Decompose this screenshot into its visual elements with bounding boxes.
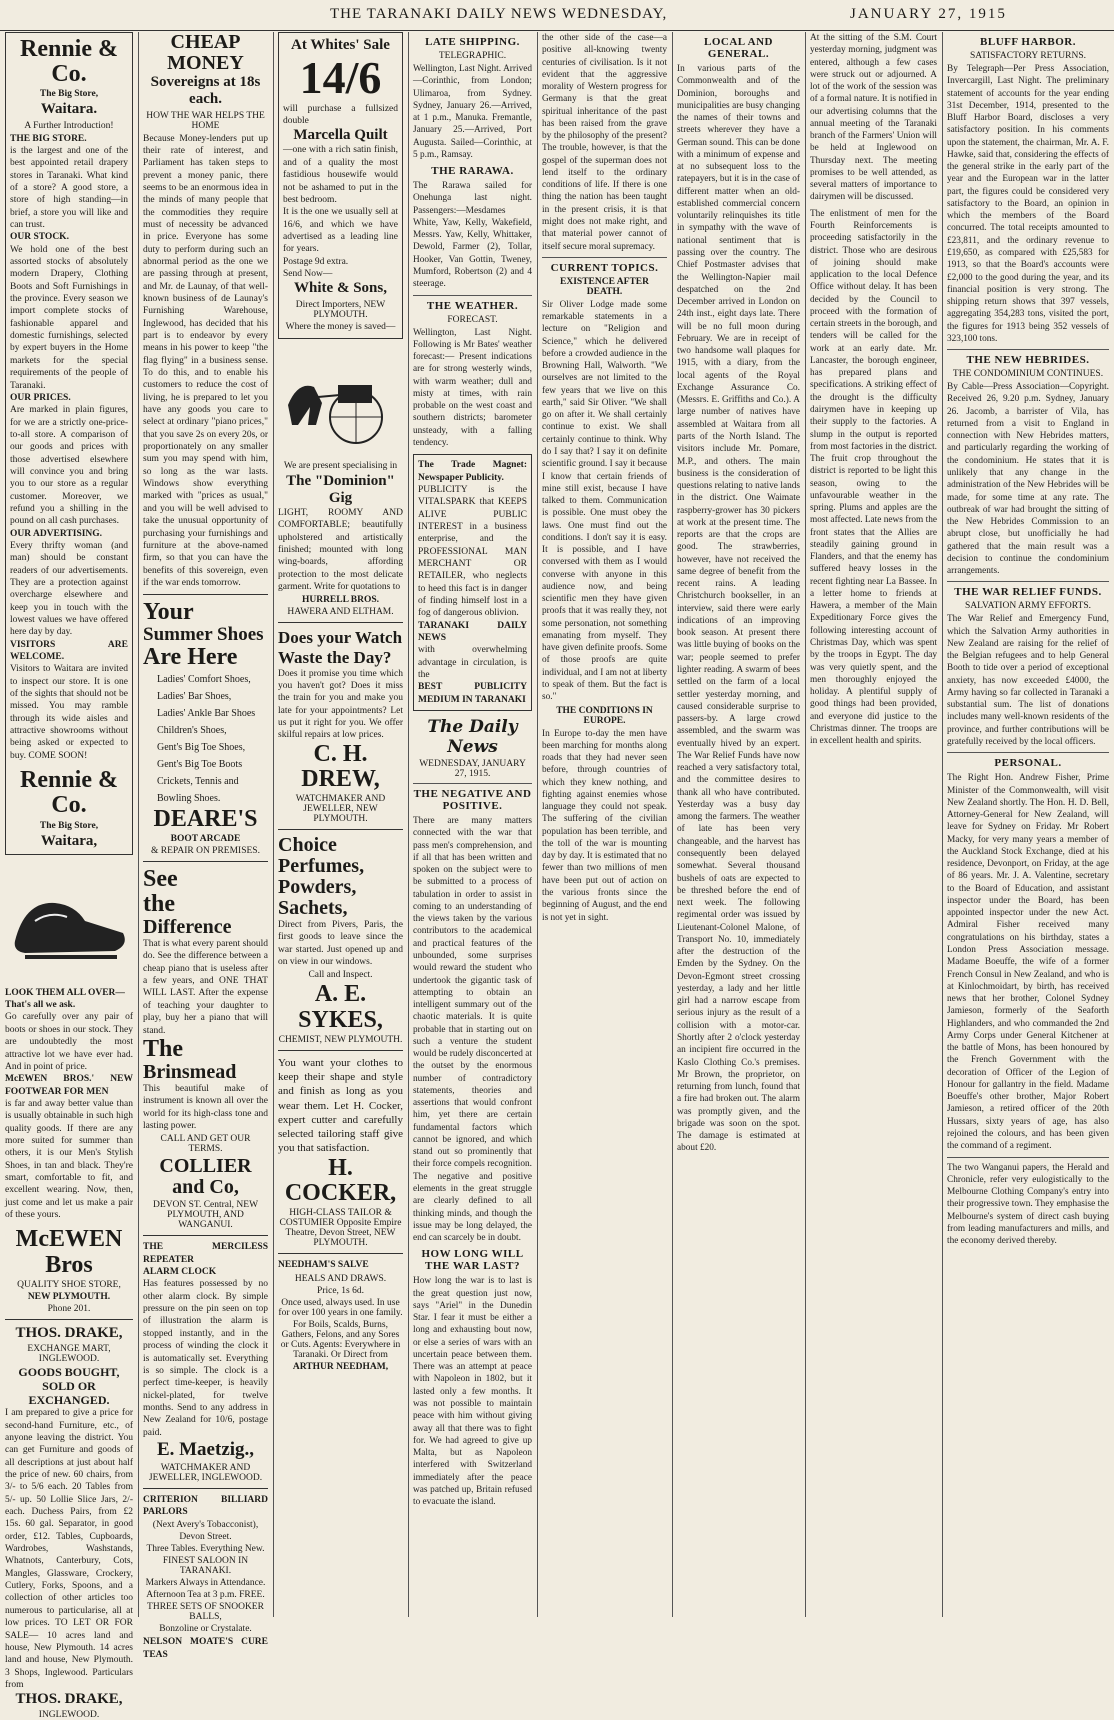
section-text: Are marked in plain figures, for we are a strictly one-price-to-all store. A comparison of our goods and prices with those advertised elsewhere will convince you and bring you to our store as a regular customer. Moreover, we refund you a shilling in the pound on all cash purchases. xyxy=(10,405,128,527)
whites-ad xyxy=(278,32,403,339)
ad-line: FINEST SALOON IN TARANAKI. xyxy=(162,1556,249,1577)
article-text: By Telegraph—Per Press Association, Invercargill, Last Night. The preliminary statement of accounts for the year ending 31st December, 1914, presented to the Bluff Harbor Board, discloses a very satisfactory position. In his comments upon the statement, the chairman, Mr. A. F. Hawke, said that, considering the effects of the general strike in the early part of the year and the European war in the latter part, the figures could be considered very satisfactory to the Board, an opinion in which the members of the Board concurred. The total receipts amounted to £23,811, and the ordinary revenue to £19,650, as compared with £25,583 for 1913, so that the Board's accounts were £2,000 to the good during the year, and its financial position is very strong. The shipping return shows that 397 vessels, aggregating 354,283 tons, visited the port, the figures for 1913 being 352 vessels of 323,100 tons. xyxy=(947,64,1109,344)
column-7 xyxy=(805,32,942,1617)
article-text: At the sitting of the S.M. Court yesterday morning, judgment was entered, although a few cases were struck out or adjourned. A lot of the work of the session was of a formal nature. It is notified in our advertising columns that the annual meeting of the Taranaki branch of the Farmers' Union will be held at Inglewood on Thursday next. The meeting promises to be well attended, as several matters of importance to dairymen will be discussed. xyxy=(810,33,937,203)
advertiser-sub: BOOT ARCADE xyxy=(170,833,241,844)
article-text: In Europe to-day the men have been marching for months along roads that they had never seen before, through countries of which they knew nothing, and fighting against enemies whose language they could not speak. The suffering of the civilian population has been terrible, and the toll of the war is mounting day by day. It is estimated that no fewer than two millions of men have been put out of action on the various fronts since the beginning of August, and the end is not yet in sight. xyxy=(542,728,667,923)
ad-headline: Does your Watch Waste the Day? xyxy=(278,628,403,667)
list-item: Ladies' Comfort Shoes, xyxy=(157,673,251,685)
column-5 xyxy=(537,32,672,1617)
ad-line: THREE SETS OF SNOOKER BALLS, xyxy=(147,1602,264,1623)
ad-headline: Summer Shoes xyxy=(143,624,264,646)
article-text: Sir Oliver Lodge made some remarkable statements in a lecture on "Religion and Science," which he delivered before a crowded audience in the Browning Hall, Walworth. "We ourselves are not limited to the few years that we live on this earth," said Sir Oliver. "We shall go on after it. We shall certainly continue to exist. We shall certainly continue to think. Why do I say that? I say it on definite scientific ground. I say it because I know that certain friends of mine still exist, because I have talked to them. Communication is possible. One must obey the laws. One must find out the conditions. I don't say it is easy. It is possible, and I have conversed with them as I would converse with anyone in this audience now, and being scientific men they have given proofs that it was really they, not some personation, not something emanating from myself. They have given definite proofs. Some of those proofs are quite individual, and I am not at liberty to speak of them. But the fact is so." xyxy=(542,299,667,703)
ad-text: Has features possessed by no other alarm clock. By simple pressure on the pin seen on top of illustration the alarm is stopped instantly, and in the process of winding the clock it is automatically set. Everything is so simple. The clock is a perfect time-keeper, is heavily nickel-plated, for twelve months. Send to any address in New Zealand for 10/6, postage paid. xyxy=(143,1279,268,1438)
ad-headline: The "Dominion" Gig xyxy=(286,472,395,506)
article-subheading: SALVATION ARMY EFFORTS. xyxy=(964,601,1092,612)
article-text: The Right Hon. Andrew Fisher, Prime Minister of the Commonwealth, will visit New Zealand shortly. The Hon. H. D. Bell, Attorney-General for New Zealand, will leave for Sydney on Friday. Mr Robert Macky, for very many years a member of the Auckland Stock Exchange, died at his residence, Devonport, on Friday, at the age of 86 years. Mr. J. A. Valentine, secretary to the Board of Education, and assistant inspector under the Board, has been appointed inspector under the new Act. Admiral Fisher received many congratulations on his birthday, states a London Press Association message. Madame Boeuffe, the wife of a former French Consul in New Zealand, and who is at Kinlochmoidart, by birth, has received news that her brother, Colonel Sydney Jamieson, formerly of the Seaforth Highlanders, and who commanded the 2nd Army Corps under General Kitchener at the battle of Mons, has been honoured by the French Government with the decoration of Officer of the Legion of Honour for gallantry in the field. Madame Boeuffe's other brother, Major Robert Jamieson, a retired officer of the 20th Hussars, sixty years of age, has also rejoined the colours, and has been given the command of a regiment. xyxy=(947,773,1109,1152)
list-item: Gent's Big Toe Boots xyxy=(157,758,243,770)
article-heading: THE RARAWA. xyxy=(431,165,514,178)
section-heading: VISITORS ARE WELCOME. xyxy=(10,639,128,663)
ad-line: Call and Inspect. xyxy=(308,970,373,981)
advertiser-sub: INGLEWOOD. xyxy=(38,1710,100,1720)
advertiser-sub: WATCHMAKER AND JEWELLER, NEW PLYMOUTH. xyxy=(295,793,386,824)
ad-headline: BEST PUBLICITY MEDIUM IN TARANAKI xyxy=(418,682,527,705)
ad-text: Does it promise you time which you haven't got? Does it miss the train for you and make you late for your appointments? Let us put it right for you. We offer skilful repairs at low prices. xyxy=(278,668,403,741)
article-heading: CURRENT TOPICS. xyxy=(550,261,659,274)
advertiser-town: NEW PLYMOUTH. xyxy=(27,1291,111,1302)
ad-headline: Choice Perfumes, Powders, Sachets, xyxy=(278,833,365,919)
advertiser-name: DEARE'S xyxy=(153,805,258,832)
ad-text: You want your clothes to keep their shape and style and finish as long as you wear them. Let H. Cocker, expert cutter and carefully selected tailoring staff give you that satisfaction. xyxy=(278,1056,403,1155)
article-text: There are many matters connected with the war that pass men's comprehension, and if all that has been written and spoken on the subject were to be submitted to a process of tabulation in order to assist in coming to an understanding of the views taken by the various contributors to the academical and practical features of the unbounded, some surprises would reward the student who undertook the gigantic task of attempting to obtain an intelligent summary out of the chaotic materials. It is quite probable that in starting out on such a venture the student would be rudely disconcerted at the outset by the enormous number of contradictory statements, theories and assertions that would confront him, yet there are certain fundamental factors which cannot be ignored, and which stand out so prominently that their force compels recognition. The negative and positive elements in the great struggle are clearly defined to all thinking minds, and though the issue may be long delayed, the end can scarcely be in doubt. xyxy=(413,816,532,1244)
article-heading: THE NEGATIVE AND POSITIVE. xyxy=(413,788,532,813)
section-text: Visitors to Waitara are invited to inspect our store. It is one of the sights that should not be missed. You may ramble through its wide aisles and attractive showrooms without being asked or expected to buy. COME SOON! xyxy=(10,664,128,761)
editorial-date: WEDNESDAY, JANUARY 27, 1915. xyxy=(419,759,526,780)
masthead xyxy=(0,0,1114,31)
column-2 xyxy=(138,31,273,1660)
section-heading: THE BIG STORE. xyxy=(10,133,87,144)
ad-line: (Next Avery's Tobacconist), xyxy=(152,1520,259,1531)
ad-headline: ALARM CLOCK xyxy=(143,1267,217,1278)
newspaper-logo: The Daily News xyxy=(427,717,518,758)
ad-line: Price, 1s 6d. xyxy=(317,1285,364,1296)
ad-headline: The xyxy=(143,1035,184,1062)
ad-headline: THE MERCILESS REPEATER xyxy=(143,1242,268,1265)
advertiser-name: C. H. DREW, xyxy=(301,740,380,792)
ad-text: It is the one we usually sell at 16/6, and which we have advertised as a leading line for years. xyxy=(283,207,398,255)
article-subheading: THE CONDOMINIUM CONTINUES. xyxy=(952,369,1104,380)
article-text: the other side of the case—a positive all-knowing twenty centuries of civilisation. Is it not evident that the aggressive morality of Western progress for Germany is that the great spiritual inheritance of the past has been raised from the grave by the philosophy of the present? The trouble, however, is that the gospel of the superman does not lend itself to the ordinary conditions of life. If there is one thing the nation has been taught in the present crisis, it is that might does not make right, and that material power cannot of itself secure moral supremacy. xyxy=(542,33,667,252)
section-heading: OUR ADVERTISING. xyxy=(10,528,103,539)
ad-subheadline: Sovereigns at 18s each. xyxy=(150,74,261,108)
ad-line: HEALS AND DRAWS. xyxy=(294,1273,387,1284)
ad-line: Devon Street. xyxy=(179,1532,232,1543)
article-subheading: TELEGRAPHIC. xyxy=(438,51,507,61)
ad-text: Postage 9d extra. xyxy=(283,256,349,267)
article-heading: THE WAR RELIEF FUNDS. xyxy=(954,586,1102,599)
advertiser-phone: Phone 201. xyxy=(47,1303,91,1314)
article-text: In various parts of the Commonwealth and of the Dominion, boroughs and municipalities are busy changing the names of their towns and streets wherever they have a German sound. This can be done with a minimum of expense and at no subsequent loss to the ratepayers, but it is in the case of different matter when an old-established commercial concern voluntarily relinquishes its title in sympathy with the wave of national sentiment that is passing over the country. The Chief Postmaster advises that the Wellington-Napier mail despatched on the 2nd December arrived in London on 24th inst., eight days late. There will be no full moon during February. We are in receipt of two handsome wall plaques for 1915, with a diary, from the local agents of the Royal Exchange Assurance Co. (Messrs. E. Griffiths and Co.). A large number of natives have assembled at Waitara from all parts of the North Island. The visitors include Mr. Pomare, M.P., and others. The main business is the consideration of questions relating to native lands in the district. One Waimate raspberry-grower has 30 pickers at work at the present time. The reports are that the crops are good. The strawberries, however, have not received the same degree of benefit from the recent rains. A leading Christchurch bookseller, in an interview, said there were early indications of an improving book season. At present there was little buying of books on the war; people seemed to prefer lighter reading. A swarm of bees settled on the farm of a local settler yesterday morning, and caused considerable surprise to passers-by. A large crowd assembled, and the swarm was eventually hived by an expert. The War Relief Funds have now reached a very satisfactory total, and the committee desires to thank all who have contributed. Yesterday was a busy day among the farmers. The weather of late has been very changeable, and the harvest has consequently been delayed somewhat. Several thousand bushels of oats are expected to be threshed before the end of next week. The following regimental order was issued by Lieutenant-Colonel Malone, of Transport No. 10, immediately after the destruction of the Emden by the Sydney. On the Devon-Egmont street crossing yesterday, a lady and her little girl had a narrow escape from serious injury as the result of a collision with a motor-car. Shortly after 2 o'clock yesterday an incipient fire occurred in the Kaslo Clothing Co.'s premises. Mr Brown, the proprietor, on returning from lunch, found that a fire had broken out. The alarm was promptly given, and the brigade was soon on the spot. The damage is estimated at about £20. xyxy=(677,64,800,1154)
article-subheading: FORECAST. xyxy=(447,314,498,325)
ad-text: Direct from Pivers, Paris, the first goods to leave since the war started. Just opened up and on view in our windows. xyxy=(278,919,403,967)
advertiser-sub: & REPAIR ON PREMISES. xyxy=(151,845,260,856)
ad-headline: Brinsmead xyxy=(143,1061,237,1084)
intro-line: A Further Introduction! xyxy=(24,120,114,131)
advertiser-name: Rennie & Co. xyxy=(20,767,118,819)
ad-headline: NEEDHAM'S SALVE xyxy=(278,1260,369,1271)
advertiser-sub: Direct Importers, NEW PLYMOUTH. xyxy=(295,299,386,320)
gig-illustration xyxy=(278,345,403,455)
article-heading: THE NEW HEBRIDES. xyxy=(966,354,1090,367)
article-subheading: SATISFACTORY RETURNS. xyxy=(970,51,1086,61)
ad-text: That is what every parent should do. See the difference between a cheap piano that is useless after a few years, and ONE THAT WILL LAST. After the expense of teaching your daughter to play, buy her a piano that will stand. xyxy=(143,939,268,1036)
article-subheading: THE CONDITIONS IN EUROPE. xyxy=(556,705,653,726)
ad-text: Because Money-lenders put up their rate of interest, and Parliament has taken steps to prevent a money panic, there seems to be an enormous idea in the minds of many people that the commodities they require must of necessity be advanced in price. Everyone has some duty to perform during such an abnormal period as the one we are passing through at present, and Mr. de Launay, of that well-known business of de Launay's Furnishing Warehouse, Inglewood, has decided that his part is to endeavor by every means in his power to keep "the flag flying" in a business sense. To do this, and to enable his customers to reduce the cost of living, he is prepared to let you have any goods you care to select at ordinary "piano prices," that you save 2s on every 20s, or proportionately on any smaller sum you may spend with him, so long as the war lasts. Windows show everything marked with "prices as usual," and you will be well advised to take the unusual opportunity of purchasing your furnishings and furniture at the above-named firm, so that you can have the benefits of this sovereign, even if the war ends tomorrow. xyxy=(143,133,268,588)
column-1 xyxy=(0,32,138,1720)
list-item: Children's Shoes, xyxy=(157,724,227,736)
section-heading: OUR PRICES. xyxy=(10,392,71,403)
advertiser-tag: The Big Store, xyxy=(39,89,99,100)
advertiser-name: COLLIER and Co, xyxy=(159,1155,252,1199)
ad-price: 14/6 xyxy=(299,52,382,104)
column-4 xyxy=(408,32,537,1617)
section-heading: McEWEN BROS.' NEW FOOTWEAR FOR MEN xyxy=(5,1074,133,1097)
ad-text: This beautiful make of instrument is known all over the world for its high-class tone and lasting power. xyxy=(143,1084,268,1132)
section-text: We hold one of the best assorted stocks of absolutely modern Drapery, Clothing Boots and Soft Furnishings in the province. Every season we import complete stocks of fashionable apparel and domestic furnishings, selected by expert buyers in the Home markets for the special requirements of the people of Taranaki. xyxy=(10,244,128,391)
shoe-illustration xyxy=(5,861,133,981)
list-item: Crickets, Tennis and Bowling Shoes. xyxy=(157,775,239,804)
ad-kicker: HOW THE WAR HELPS THE HOME xyxy=(146,110,265,131)
article-text: Wellington, Last Night. Following is Mr Bates' weather forecast:— Present indications are for strong westerly winds, with warm weather; dull and misty at times, with rain probable on the west coast and southern districts; barometer unsteady, with a falling tendency. xyxy=(413,327,532,448)
advertiser-name: E. Maetzig., xyxy=(156,1438,255,1460)
advertiser-sub: CHEMIST, NEW PLYMOUTH. xyxy=(278,1034,403,1045)
article-heading: HOW LONG WILL THE WAR LAST? xyxy=(421,1248,524,1273)
ad-headline: CHEAP MONEY xyxy=(167,31,244,74)
advertiser-name: A. E. SYKES, xyxy=(298,981,383,1033)
ad-line: Once used, always used. In use for over 100 years in one family. xyxy=(278,1297,403,1318)
advertiser-name: THOS. DRAKE, xyxy=(15,1691,123,1708)
ad-line: We are present specialising in xyxy=(283,460,398,471)
article-text: How long the war is to last is the great question just now, says "Ariel" in the Dunedin Star. I fear it must be either a long and exhausting bout now, or else a series of wars with an uncertain peace between them. There was an attempt at peace with Napoleon in 1802, but it lasted only a few months. It was not possible to maintain peace with him without giving away all that there was to fight for. We had agreed to give up Malta, but as Napoleon interfered with Switzerland immediately after the peace was patched up, Britain refused to evacuate the island. xyxy=(413,1276,532,1508)
ad-headline: At Whites' Sale xyxy=(291,37,390,53)
advertiser-tag: The Big Store, xyxy=(39,820,99,831)
ad-line: Three Tables. Everything New. xyxy=(146,1544,265,1555)
rennie-ad xyxy=(5,32,133,855)
advertiser-name: ARTHUR NEEDHAM, xyxy=(292,1361,389,1372)
ad-line: CALL AND GET OUR TERMS. xyxy=(160,1134,251,1155)
ad-headline: Your xyxy=(143,599,194,626)
ad-headline: NELSON MOATE'S CURE TEAS xyxy=(143,1637,268,1660)
ad-headline: TARANAKI DAILY NEWS xyxy=(418,620,527,643)
article-subheading: EXISTENCE AFTER DEATH. xyxy=(560,276,649,297)
advertiser-name: THOS. DRAKE, xyxy=(15,1324,123,1341)
article-heading: PERSONAL. xyxy=(994,757,1062,770)
article-text: The two Wanganui papers, the Herald and Chronicle, refer very eulogistically to the Melbourne Clothing Company's entry into their progressive town. They emphasise the Melbourne's system of direct cash buying from leading manufacturers and mills, and the economy derived thereby. xyxy=(947,1162,1109,1247)
ad-line: Markers Always in Attendance. xyxy=(145,1578,266,1589)
advertiser-name: HURRELL BROS. xyxy=(301,595,380,606)
advertiser-town: Waitara. xyxy=(40,101,98,118)
column-3 xyxy=(273,32,408,1617)
ad-line: For Boils, Scalds, Burns, Gathers, Felons, and any Sores or Cuts. Agents: Everywhere in Taranaki. Or Direct from xyxy=(280,1319,401,1360)
ad-headline: Marcella Quilt xyxy=(293,127,388,144)
ad-text: LIGHT, ROOMY AND COMFORTABLE; beautifully upholstered and artistically finished; mounted with long wing-boards, affording protection to the most delicate garment. Write for quotations to xyxy=(278,508,403,593)
ad-headline: CRITERION BILLIARD PARLORS xyxy=(143,1494,268,1518)
section-text: I am prepared to give a price for second-hand Furniture, etc., of anyone leaving the district. You can get Furniture and goods of all descriptions at just about half the price of new. 60 chairs, from 3/- to 5/6 each. 20 Tables from 5/- up. 50 Lollie Slice Jars, 2/- each. Duchess Pairs, from £2 15s. 60 gal. Separator, in good order, £12. Tables, Cupboards, Wardrobes, Washstands, Whatnots, Canterbury, Cots, Mangles, Glassware, Crockery, Cutlery, Forks, Spoons, and a collection of other articles too numerous to particularise, all at low prices. TO LET OR FOR SALE— 10 acres land and house, New Plymouth. 14 acres land and house, New Plymouth. 3 Shops, Inglewood. Particulars from xyxy=(5,1408,133,1690)
section-heading: LOOK THEM ALL OVER— xyxy=(5,987,125,998)
advertiser-name: White & Sons, xyxy=(294,280,387,297)
section-heading: GOODS BOUGHT, SOLD OR EXCHANGED. xyxy=(18,1364,120,1407)
column-8 xyxy=(942,32,1114,1617)
section-text: Go carefully over any pair of boots or shoes in our stock. They are undoubtedly the most attractive lot we have ever had. And in point of price. xyxy=(5,1012,133,1072)
section-text: is far and away better value than is usually obtainable in such high quality goods. If there are any more suited for summer than others, it is our Men's Stylish Shoes, in tan and black. They're smart, comfortable to fit, and excellent wearing. Now, then, just come and let us make a pair of these yours. xyxy=(5,1098,133,1220)
section-subheading: That's all we ask. xyxy=(5,1000,76,1011)
list-item: Gent's Big Toe Shoes, xyxy=(157,741,246,753)
advertiser-sub: QUALITY SHOE STORE, xyxy=(17,1279,121,1290)
advertiser-name: McEWEN Bros xyxy=(15,1226,123,1278)
article-text: The enlistment of men for the Fourth Reinforcements is proceeding satisfactorily in the district. Those who are desirous of joining should make application to the local Defence Office without delay. It has been decided by the Council to proceed with the formation of certain streets in the borough, and tenders will be called for the work at an early date. Mr. Lancaster, the borough engineer, has prepared plans and specifications. A striking effect of the drought is the difficulty dairymen have in keeping up their supply to the factories. A slump in the output is reported from most factories in the district. The fruit crop throughout the district is reported to be light this season, owing to the unfavourable weather in the spring. Plums and apples are the most affected. Late news from the front states that the Allies are steadily gaining ground in Flanders, and that the enemy has suffered heavy losses in the recent fighting near La Bassee. In a letter home to friends at Hawera, a member of the Main Expeditionary Force gives the following interesting account of Christmas Day, which was spent by the troops in Egypt. The day was very quietly spent, and the men thoroughly enjoyed the holiday. A plentiful supply of good things had been provided, and everyone did justice to the Christmas dinner. The troops are in excellent health and spirits. xyxy=(810,208,937,747)
article-text: By Cable—Press Association—Copyright. Received 26, 9.20 p.m. Sydney, January 26. Jacomb, a barrister of Vila, has returned from a visit to England in connection with New Hebrides matters, and particularly regarding the working of the condominium. He states that it is unlikely that any change in the administration of the New Hebrides will be made, for some time at any rate. The outbreak of war had brought the sitting of the New Hebrides Commission to an abrupt close, but unofficially he had gathered that the main result was a decision to continue the condominium arrangements. xyxy=(947,382,1109,577)
advertiser-sub: HAWERA AND ELTHAM. xyxy=(287,607,394,618)
advertiser-town: Waitara, xyxy=(40,832,98,849)
ad-headline: the xyxy=(143,890,175,917)
section-heading: OUR STOCK. xyxy=(10,232,69,243)
advertiser-name: Rennie & Co. xyxy=(20,36,118,88)
article-heading: LOCAL AND GENERAL. xyxy=(704,36,773,60)
shoe-list xyxy=(143,671,268,807)
ad-line: Afternoon Tea at 3 p.m. FREE. xyxy=(146,1590,265,1601)
ad-text: will purchase a fullsized double xyxy=(283,103,398,126)
section-text: is the largest and one of the best appointed retail drapery stores in Taranaki. What kind of a store? A good store, a store of high standing—in brief, a store you will like and can trust. xyxy=(10,145,128,231)
masthead-title: THE TARANAKI DAILY NEWS WEDNESDAY, xyxy=(330,6,668,22)
advertiser-sub: EXCHANGE MART, INGLEWOOD. xyxy=(27,1343,111,1364)
article-heading: BLUFF HARBOR. xyxy=(980,36,1076,48)
article-text: The Rarawa sailed for Onehunga last night. Passengers:—Mesdames White, Yaw, Kelly, Wakefield, Messrs. Yaw, Kelly, Whittaker, Dewold, Farmer (2), Tollar, Hooker, Van Gottin, Tweney, Mumford, Robertson (2) and 4 steerage. xyxy=(413,181,532,290)
ad-headline: The Trade Magnet: Newspaper Publicity. xyxy=(418,460,527,483)
advertiser-sub: HIGH-CLASS TAILOR & COSTUMIER Opposite Empire Theatre, Devon Street, NEW PLYMOUTH. xyxy=(279,1208,402,1249)
advertiser-name: H. COCKER, xyxy=(284,1154,397,1206)
ad-headline: Are Here xyxy=(143,644,238,671)
ad-line: Where the money is saved— xyxy=(285,321,396,332)
article-heading: LATE SHIPPING. xyxy=(425,36,520,48)
ad-headline: Difference xyxy=(143,916,232,939)
article-text: Wellington, Last Night. Arrived—Corinthic, from London; Ulimaroa, from Sydney. Sydney, January 26.—Arrived, at 1 p.m., Manuka. Fremantle, January 25.—Arrived, Port Augusta. Sailed—Corinthic, at 5 p.m., Ramsay. xyxy=(413,64,532,160)
publicity-ad xyxy=(413,454,532,711)
ad-text: —one with a rich satin finish, and of a quality the most fastidious housewife would not be ashamed to put in the best bedroom. xyxy=(283,145,398,205)
advertiser-sub: WATCHMAKER AND JEWELLER, INGLEWOOD. xyxy=(148,1462,263,1483)
ad-line: Bonzoline or Crystalate. xyxy=(159,1624,252,1635)
ad-headline: See xyxy=(143,865,178,892)
list-item: Ladies' Ankle Bar Shoes xyxy=(157,707,256,719)
list-item: Ladies' Bar Shoes, xyxy=(157,690,232,702)
article-text: The War Relief and Emergency Fund, which the Salvation Army authorities in New Zealand are raising for the relief of the Belgian refugees and to help General Booth to tide over a period of exceptional anxiety, has now exceeded £4000, the Army having so far collected in Taranaki a substantial sum. The list of donations includes many well-known residents of the province, and further contributions will be gratefully received by the local officers. xyxy=(947,614,1109,748)
ad-text: PUBLICITY is the VITALSPARK that KEEPS ALIVE PUBLIC INTEREST in a business enterprise, and the PROFESSIONAL MAN MERCHANT OR RETAILER, who neglects to heed this fact is in danger of finding himself lost in a fog of dangerous oblivion. xyxy=(418,484,527,619)
advertiser-sub: DEVON ST. Central, NEW PLYMOUTH, AND WANGANUI. xyxy=(152,1200,259,1231)
ad-text: with overwhelming advantage in circulation, is the xyxy=(418,645,527,681)
masthead-date: JANUARY 27, 1915 xyxy=(850,6,1007,22)
ad-text: Send Now— xyxy=(283,268,333,279)
section-text: Every thrifty woman (and man) should be constant readers of our advertisements. They are a protection against overcharge elsewhere and keep you in touch with the lowest values we have offered here day by day. xyxy=(10,540,128,638)
article-heading: THE WEATHER. xyxy=(426,299,519,312)
column-6 xyxy=(672,32,805,1617)
